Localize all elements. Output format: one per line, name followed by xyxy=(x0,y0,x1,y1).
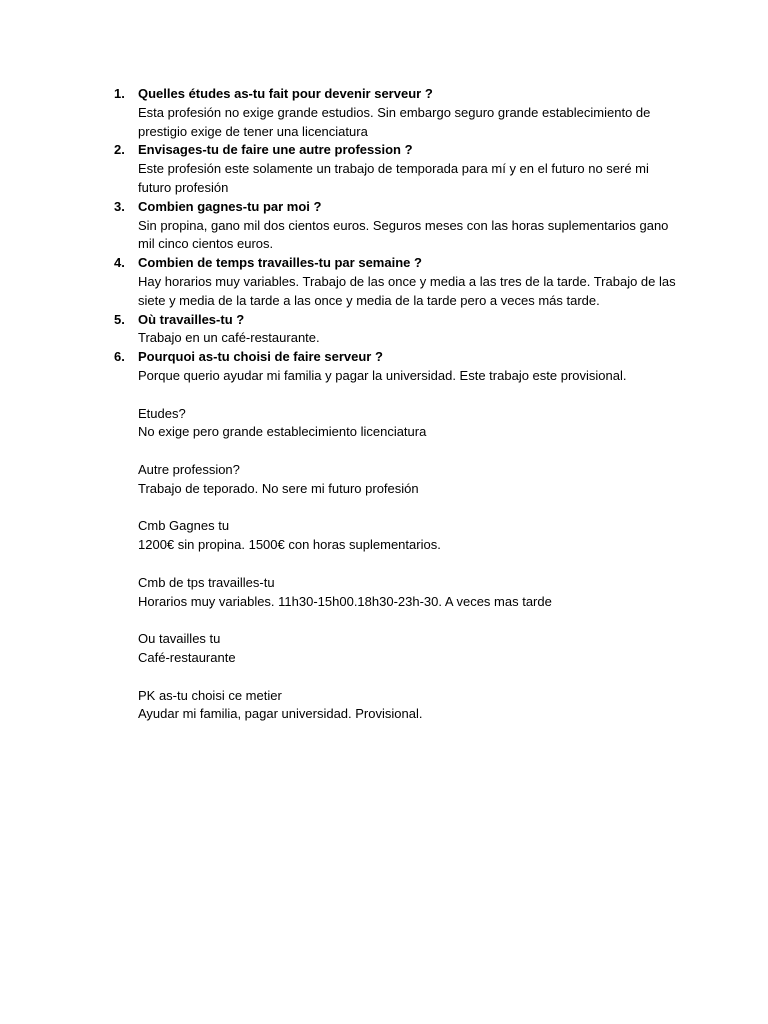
question-text: Où travailles-tu ? xyxy=(138,311,245,327)
note-text: Horarios muy variables. 11h30-15h00.18h30-23h-30. A veces mas tarde xyxy=(138,593,552,609)
question-text: Pourquoi as-tu choisi de faire serveur ? xyxy=(138,349,383,365)
note-label: Cmb de tps travailles-tu xyxy=(138,574,275,590)
item-number: 6. xyxy=(114,349,125,365)
note-text: Ayudar mi familia, pagar universidad. Provisional. xyxy=(138,706,423,722)
document-content xyxy=(114,85,678,743)
note-label: Ou tavailles tu xyxy=(138,631,221,647)
question-text: Combien de temps travailles-tu par semaine ? xyxy=(138,255,422,271)
answer-text: Sin propina, gano mil dos cientos euros. Seguros meses con las horas suplementarios gano mil cinco cientos euros. xyxy=(138,217,669,252)
note-label: Autre profession? xyxy=(138,461,240,477)
item-number: 5. xyxy=(114,311,125,327)
list-item xyxy=(114,141,678,197)
interview-questions-list xyxy=(114,85,678,386)
note-block xyxy=(138,687,678,725)
note-block xyxy=(138,630,678,668)
note-block xyxy=(138,405,678,443)
note-label: PK as-tu choisi ce metier xyxy=(138,687,282,703)
note-block xyxy=(138,461,678,499)
note-text: 1200€ sin propina. 1500€ con horas suplementarios. xyxy=(138,537,441,553)
note-label: Etudes? xyxy=(138,405,186,421)
answer-text: Trabajo en un café-restaurante. xyxy=(138,330,320,346)
question-text: Envisages-tu de faire une autre profession ? xyxy=(138,142,413,158)
note-block xyxy=(138,574,678,612)
item-number: 2. xyxy=(114,142,125,158)
answer-text: Hay horarios muy variables. Trabajo de las once y media a las tres de la tarde. Trabajo de las siete y media de la tarde a las once y media de la tarde pero a veces más tarde. xyxy=(138,273,676,308)
item-number: 4. xyxy=(114,255,125,271)
list-item xyxy=(114,254,678,310)
answer-text: Este profesión este solamente un trabajo de temporada para mí y en el futuro no seré mi futuro profesión xyxy=(138,161,649,195)
note-text: Trabajo de teporado. No sere mi futuro profesión xyxy=(138,480,419,496)
answer-text: Porque querio ayudar mi familia y pagar la universidad. Este trabajo este provisional. xyxy=(138,367,627,383)
item-number: 3. xyxy=(114,198,125,214)
list-item xyxy=(114,198,678,254)
note-text: No exige pero grande establecimiento licenciatura xyxy=(138,424,427,440)
item-number: 1. xyxy=(114,86,125,101)
list-item xyxy=(114,348,678,386)
note-text: Café-restaurante xyxy=(138,649,236,665)
note-label: Cmb Gagnes tu xyxy=(138,518,230,534)
note-block xyxy=(138,517,678,555)
question-text: Quelles études as-tu fait pour devenir serveur ? xyxy=(138,86,433,101)
question-text: Combien gagnes-tu par moi ? xyxy=(138,198,322,214)
summary-notes xyxy=(138,405,678,725)
answer-text: Esta profesión no exige grande estudios. Sin embargo seguro grande establecimiento de prestigio exige de tener una licenciatura xyxy=(138,104,651,139)
list-item xyxy=(114,311,678,349)
list-item xyxy=(114,85,678,141)
